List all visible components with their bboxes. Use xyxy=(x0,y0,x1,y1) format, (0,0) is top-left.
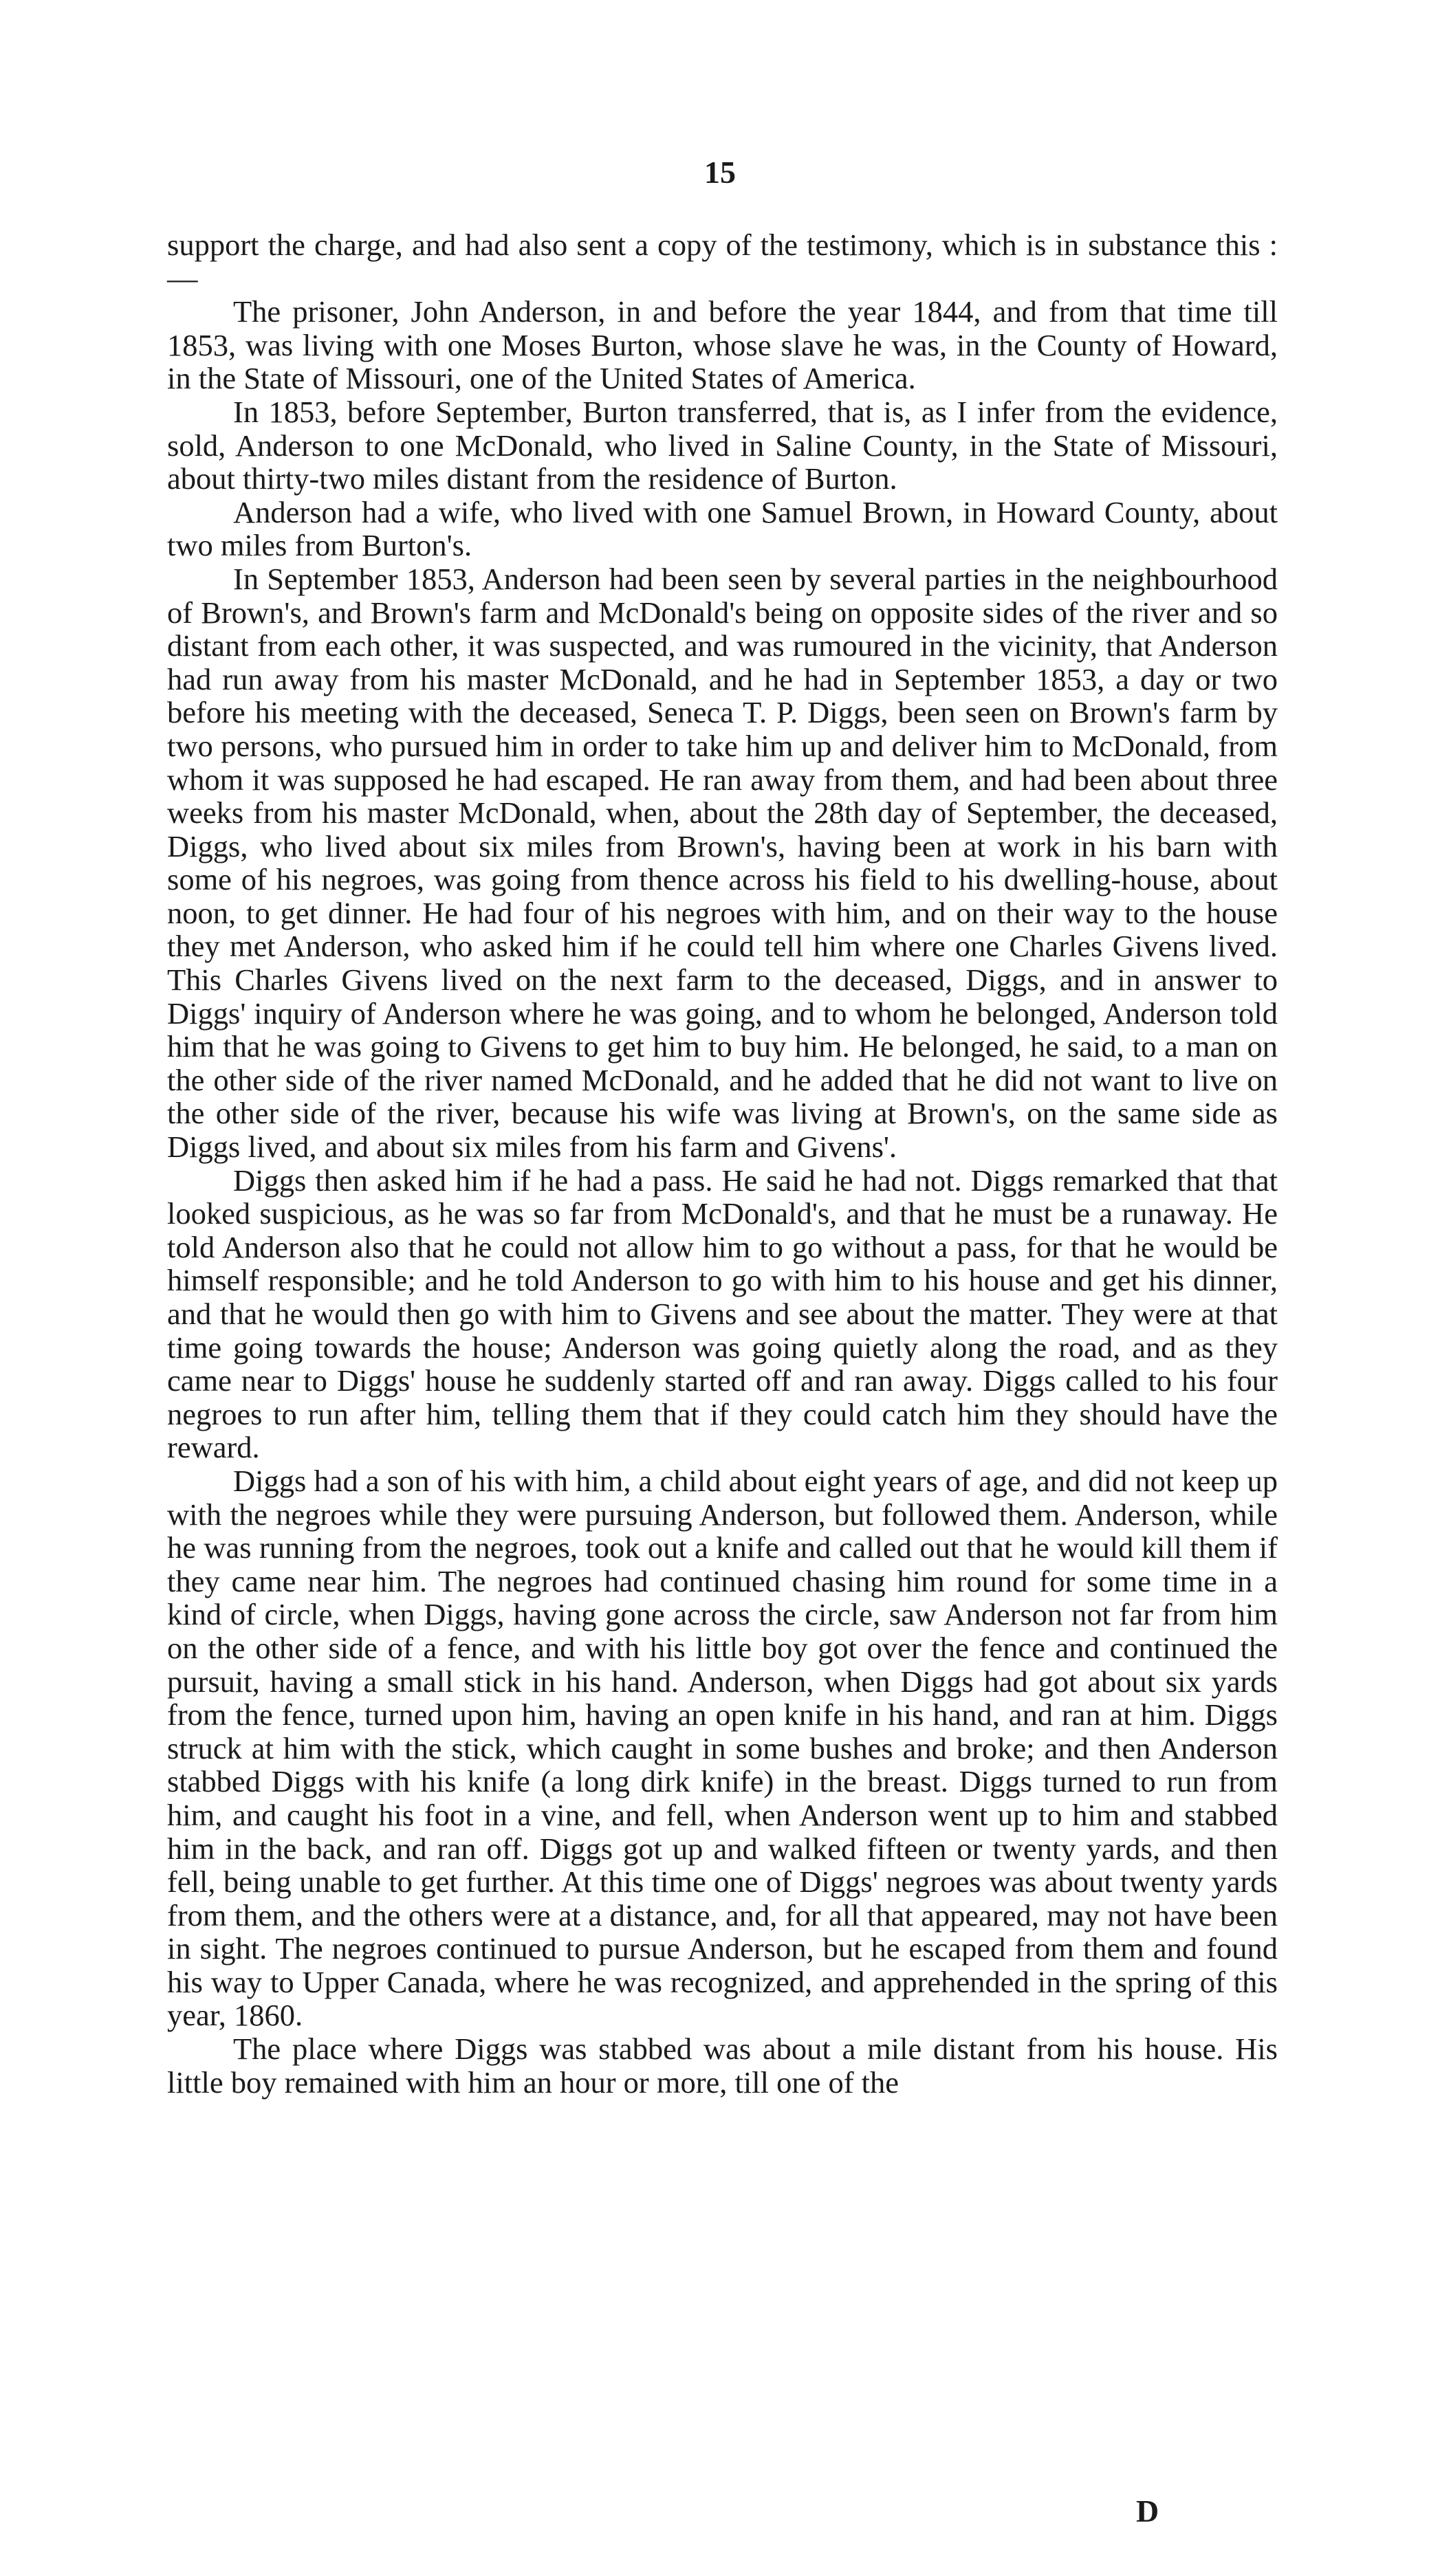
paragraph-1: support the charge, and had also sent a copy of the testimony, which is in substance this :— xyxy=(167,228,1278,296)
paragraph-2: The prisoner, John Anderson, in and before the year 1844, and from that time till 1853, was living with one Moses Burton, whose slave he was, in the County of Howard, in the State of Missouri, one of the United States of America. xyxy=(167,294,1278,396)
page-number: 15 xyxy=(704,155,736,190)
paragraph-5: In September 1853, Anderson had been seen by several parties in the neighbourhood of Brown's, and Brown's farm and McDonald's being on opposite sides of the river and so distant from each other, it was suspected, and was rumoured in the vicinity, that Anderson had run away from his master McDonald, and he had in September 1853, a day or two before his meeting with the deceased, Seneca T. P. Diggs, been seen on Brown's farm by two persons, who pursued him in order to take him up and deliver him to McDonald, from whom it was supposed he had escaped. He ran away from them, and had been about three weeks from his master McDonald, when, about the 28th day of September, the deceased, Diggs, who lived about six miles from Brown's, having been at work in his barn with some of his negroes, was going from thence across his field to his dwelling-house, about noon, to get dinner. He had four of his negroes with him, and on their way to the house they met Anderson, who asked him if he could tell him where one Charles Givens lived. This Charles Givens lived on the next farm to the deceased, Diggs, and in answer to Diggs' inquiry of Anderson where he was going, and to whom he belonged, Anderson told him that he was going to Givens to get him to buy him. He belonged, he said, to a man on the other side of the river named McDonald, and he added that he did not want to live on the other side of the river, because his wife was living at Brown's, on the same side as Diggs lived, and about six miles from his farm and Givens'. xyxy=(167,561,1278,1165)
paragraph-8: The place where Diggs was stabbed was about a mile distant from his house. His little boy remained with him an hour or more, till one of the xyxy=(167,2032,1278,2100)
paragraph-6: Diggs then asked him if he had a pass. He said he had not. Diggs remarked that that looked suspicious, as he was so far from McDonald's, and that he must be a runaway. He told Anderson also that he could not allow him to go without a pass, for that he would be himself responsible; and he told Anderson to go with him to his house and get his dinner, and that he would then go with him to Givens and see about the matter. They were at that time going towards the house; Anderson was going quietly along the road, and as they came near to Diggs' house he suddenly started off and ran away. Diggs called to his four negroes to run after him, telling them that if they could catch him they should have the reward. xyxy=(167,1163,1278,1465)
paragraph-7: Diggs had a son of his with him, a child about eight years of age, and did not keep up with the negroes while they were pursuing Anderson, but followed them. Anderson, while he was running from the negroes, took out a knife and called out that he would kill them if they came near him. The negroes had continued chasing him round for some time in a kind of circle, when Diggs, having gone across the circle, saw Anderson not far from him on the other side of a fence, and with his little boy got over the fence and continued the pursuit, having a small stick in his hand. Anderson, when Diggs had got about six yards from the fence, turned upon him, having an open knife in his hand, and ran at him. Diggs struck at him with the stick, which caught in some bushes and broke; and then Anderson stabbed Diggs with his knife (a long dirk knife) in the breast. Diggs turned to run from him, and caught his foot in a vine, and fell, when Anderson went up to him and stabbed him in the back, and ran off. Diggs got up and walked fifteen or twenty yards, and then fell, being unable to get further. At this time one of Diggs' negroes was about twenty yards from them, and the others were at a distance, and, for all that appeared, may not have been in sight. The negroes continued to pursue Anderson, but he escaped from them and found his way to Upper Canada, where he was recognized, and apprehended in the spring of this year, 1860. xyxy=(167,1463,1278,2033)
paragraph-3: In 1853, before September, Burton transferred, that is, as I infer from the evidence, sold, Anderson to one McDonald, who lived in Saline County, in the State of Missouri, about thirty-two miles distant from the residence of Burton. xyxy=(167,394,1278,496)
signature-mark: D xyxy=(1136,2494,1159,2529)
body-text xyxy=(167,228,1278,2099)
paragraph-4: Anderson had a wife, who lived with one Samuel Brown, in Howard County, about two miles from Burton's. xyxy=(167,494,1278,563)
